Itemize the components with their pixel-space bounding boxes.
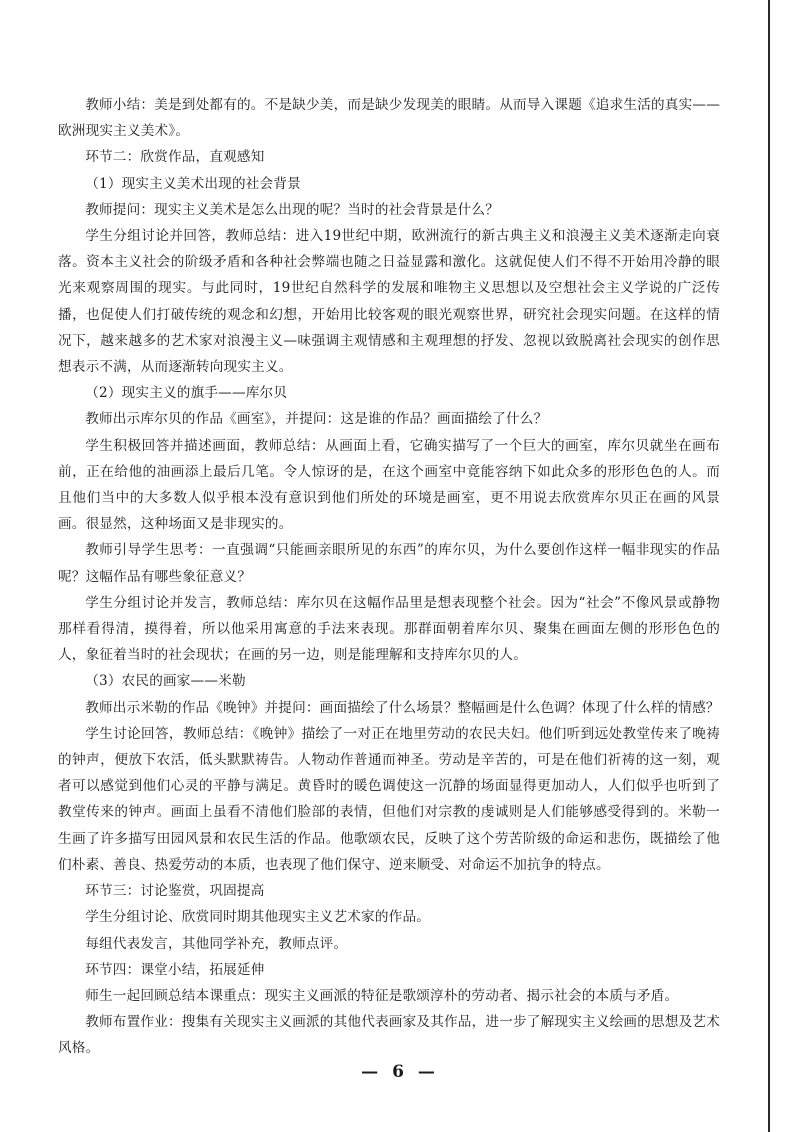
subheading-courbet: （2）现实主义的旗手——库尔贝 <box>85 385 288 402</box>
document-body <box>58 92 720 1062</box>
section-heading-step-three: 环节三：讨论鉴赏，巩固提高 <box>85 883 265 900</box>
page-number: — 6 — <box>361 1062 439 1082</box>
paragraph-studio-summary: 学生积极回答并描述画面，教师总结：从画面上看，它确实描写了一个巨大的画室，库尔贝就坐在画布前，正在给他的油画添上最后几笔。令人惊讶的是，在这个画室中竟能容纳下如此众多的形形色色的人。而且他们当中的大多数人似乎根本没有意识到他们所处的环境是画室，更不用说去欣赏库尔贝正在画的风景画。很显然，这种场面又是非现实的。 <box>58 437 720 533</box>
subheading-social-background: （1）现实主义美术出现的社会背景 <box>85 175 301 192</box>
section-heading-step-four: 环节四：课堂小结，拓展延伸 <box>85 961 265 978</box>
paragraph-teacher-summary: 教师小结：美是到处都有的。不是缺少美，而是缺少发现美的眼睛。从而导入课题《追求生活的真实——欧洲现实主义美术》。 <box>58 97 720 140</box>
paragraph-teacher-question-origin: 教师提问：现实主义美术是怎么出现的呢？当时的社会背景是什么？ <box>85 201 499 218</box>
paragraph-homework: 教师布置作业：搜集有关现实主义画派的其他代表画家及其作品，进一步了解现实主义绘画的思想及艺术风格。 <box>58 1014 720 1057</box>
paragraph-studio-symbolism: 学生分组讨论并发言，教师总结：库尔贝在这幅作品里是想表现整个社会。因为“社会”不像风景或静物那样看得清，摸得着，所以他采用寓意的手法来表现。那群面朝着库尔贝、聚集在画面左侧的形形色色的人，象征着当时的社会现状；在画的另一边，则是能理解和支持库尔贝的人。 <box>58 594 720 664</box>
page-edge-line <box>768 0 770 1132</box>
subheading-millet: （3）农民的画家——米勒 <box>85 673 246 690</box>
paragraph-group-discussion: 学生分组讨论、欣赏同时期其他现实主义艺术家的作品。 <box>85 909 431 926</box>
paragraph-group-presentation: 每组代表发言，其他同学补充，教师点评。 <box>85 935 348 952</box>
paragraph-background-summary: 学生分组讨论并回答，教师总结：进入19世纪中期，欧洲流行的新古典主义和浪漫主义美术逐渐走向衰落。资本主义社会的阶级矛盾和各种社会弊端也随之日益显露和激化。这就促使人们不得不开始用冷静的眼光来观察周围的现实。与此同时，19世纪自然科学的发展和唯物主义思想以及空想社会主义学说的广泛传播，也促使人们打破传统的观念和幻想，开始用比较客观的眼光观察世界，研究社会现实问题。在这样的情况下，越来越多的艺术家对浪漫主义—味强调主观情感和主观理想的抒发、忽视以致脱离社会现实的创作思想表示不满，从而逐渐转向现实主义。 <box>58 228 720 376</box>
section-heading-step-two: 环节二：欣赏作品，直观感知 <box>85 149 265 166</box>
paragraph-studio-question: 教师出示库尔贝的作品《画室》，并提问：这是谁的作品？画面描绘了什么？ <box>85 411 548 428</box>
paragraph-angelus-summary: 学生讨论回答，教师总结：《晚钟》描绘了一对正在地里劳动的农民夫妇。他们听到远处教堂传来了晚祷的钟声，便放下农活，低头默默祷告。人物动作普通而神圣。劳动是辛苦的，可是在他们祈祷的这一刻，观者可以感觉到他们心灵的平静与满足。黄昏时的暖色调使这一沉静的场面显得更加动人，人们似乎也听到了教堂传来的钟声。画面上虽看不清他们脸部的表情，但他们对宗教的虔诚则是人们能够感受得到的。米勒一生画了许多描写田园风景和农民生活的作品。他歌颂农民，反映了这个劳苦阶级的命运和悲伤，既描绘了他们朴素、善良、热爱劳动的本质，也表现了他们保守、逆来顺受、对命运不加抗争的特点。 <box>58 725 720 873</box>
paragraph-review: 师生一起回顾总结本课重点：现实主义画派的特征是歌颂淳朴的劳动者、揭示社会的本质与矛盾。 <box>85 987 679 1004</box>
paragraph-angelus-question: 教师出示米勒的作品《晚钟》并提问：画面描绘了什么场景？整幅画是什么色调？体现了什么样的情感？ <box>85 699 720 716</box>
paragraph-studio-reflection: 教师引导学生思考：一直强调“只能画亲眼所见的东西”的库尔贝，为什么要创作这样一幅非现实的作品呢？这幅作品有哪些象征意义？ <box>58 542 720 585</box>
